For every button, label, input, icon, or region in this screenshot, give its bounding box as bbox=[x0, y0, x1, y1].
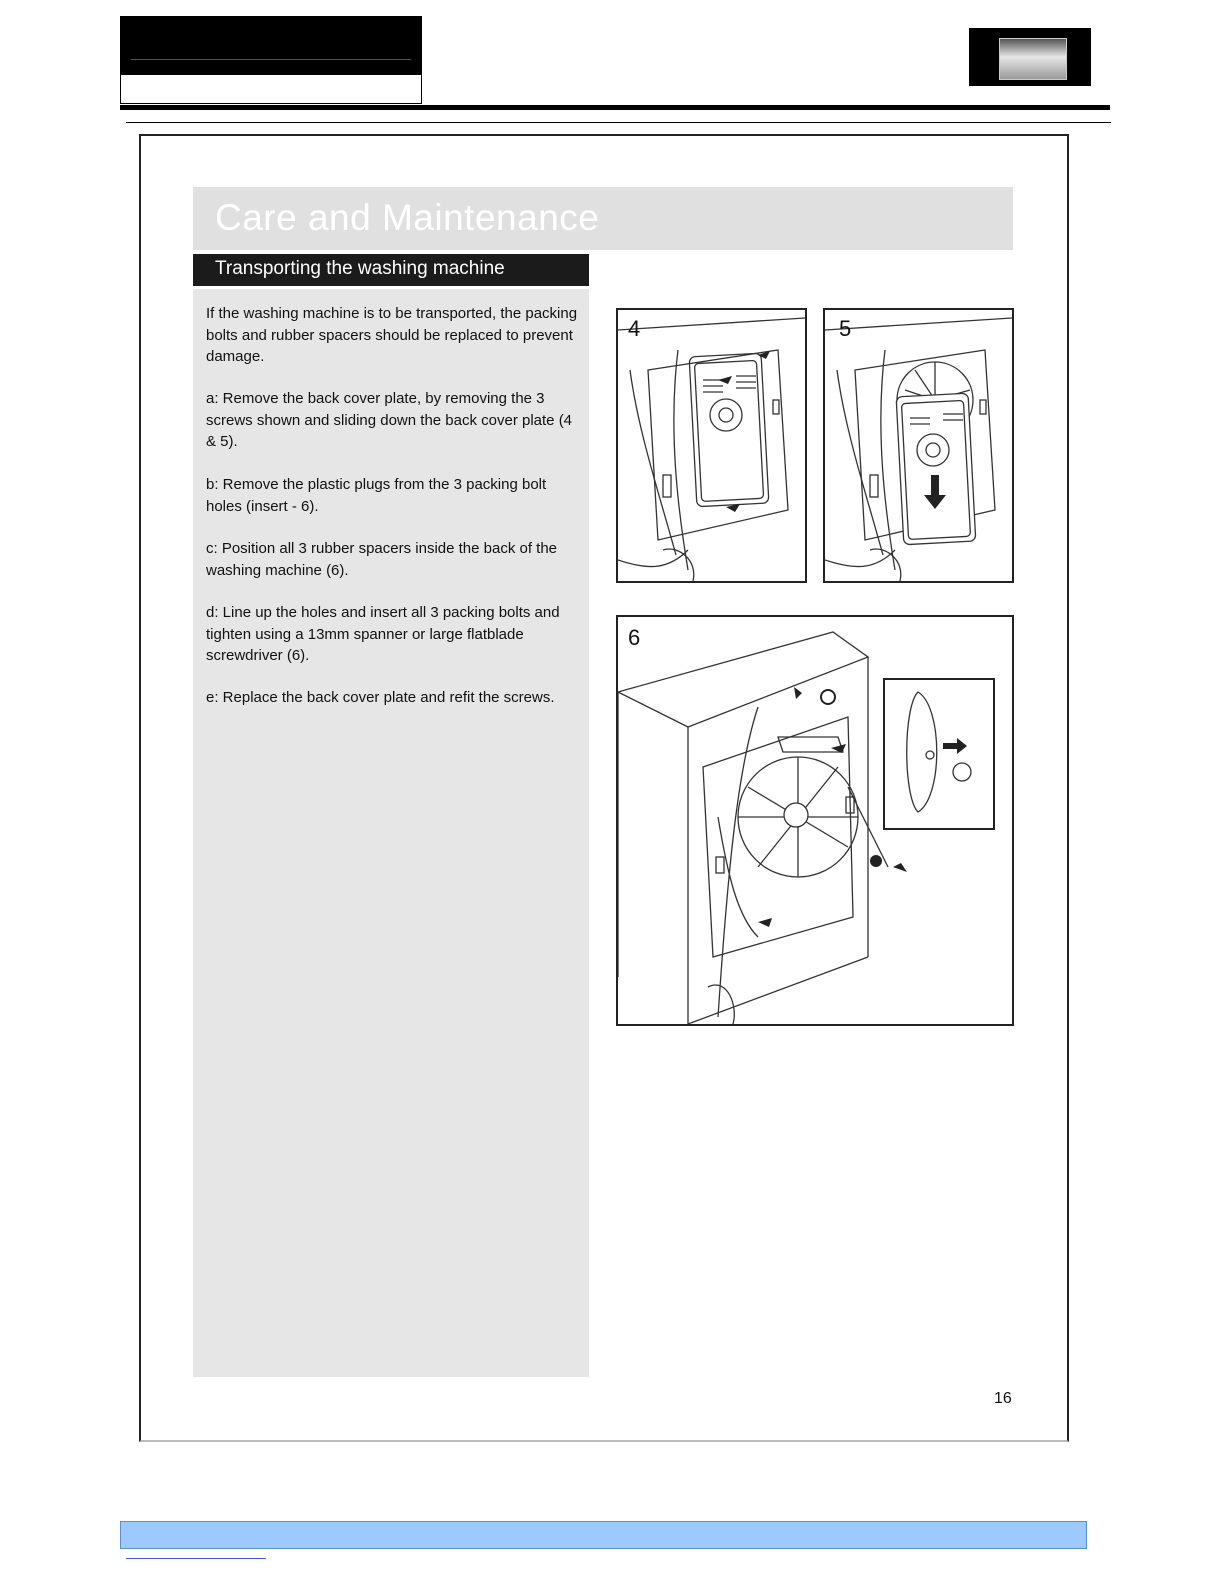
header-rule bbox=[131, 59, 411, 60]
figure-4-number: 4 bbox=[628, 316, 641, 341]
brand-logo bbox=[969, 28, 1091, 86]
figure-4 bbox=[616, 308, 807, 583]
figure-4-illustration bbox=[618, 310, 805, 581]
figure-6 bbox=[616, 615, 1014, 1026]
figure-5-illustration bbox=[825, 310, 1012, 581]
step-b: b: Remove the plastic plugs from the 3 packing bolt holes (insert - 6). bbox=[206, 476, 547, 515]
header-thick-rule bbox=[120, 105, 1110, 110]
step-e: e: Replace the back cover plate and refit the screws. bbox=[206, 689, 555, 706]
step-c: c: Position all 3 rubber spacers inside the back of the washing machine (6). bbox=[206, 540, 558, 579]
figure-6-number: 6 bbox=[628, 625, 641, 650]
header-black-band bbox=[121, 17, 421, 75]
figure-5 bbox=[823, 308, 1014, 583]
instructions-panel bbox=[193, 289, 589, 1377]
header-title-block bbox=[120, 16, 422, 104]
figure-5-number: 5 bbox=[839, 316, 852, 341]
page-number: 16 bbox=[994, 1390, 1012, 1407]
subsection-title: Transporting the washing machine bbox=[215, 258, 505, 279]
footer-bar bbox=[120, 1521, 1087, 1549]
step-a: a: Remove the back cover plate, by removing the 3 screws shown and sliding down the back cover plate (4 & 5). bbox=[206, 390, 573, 450]
subsection-bar bbox=[193, 254, 589, 286]
figure-6-illustration bbox=[618, 617, 1012, 1024]
section-title-bar bbox=[193, 187, 1013, 250]
header-thin-rule bbox=[126, 122, 1111, 123]
intro-paragraph: If the washing machine is to be transported, the packing bolts and rubber spacers should be replaced to prevent damage. bbox=[206, 305, 578, 365]
step-d: d: Line up the holes and insert all 3 packing bolts and tighten using a 13mm spanner or large flatblade screwdriver (6). bbox=[206, 604, 560, 664]
footer-link-underline[interactable] bbox=[126, 1558, 266, 1559]
logo-panel bbox=[999, 38, 1067, 80]
section-title: Care and Maintenance bbox=[215, 197, 600, 238]
